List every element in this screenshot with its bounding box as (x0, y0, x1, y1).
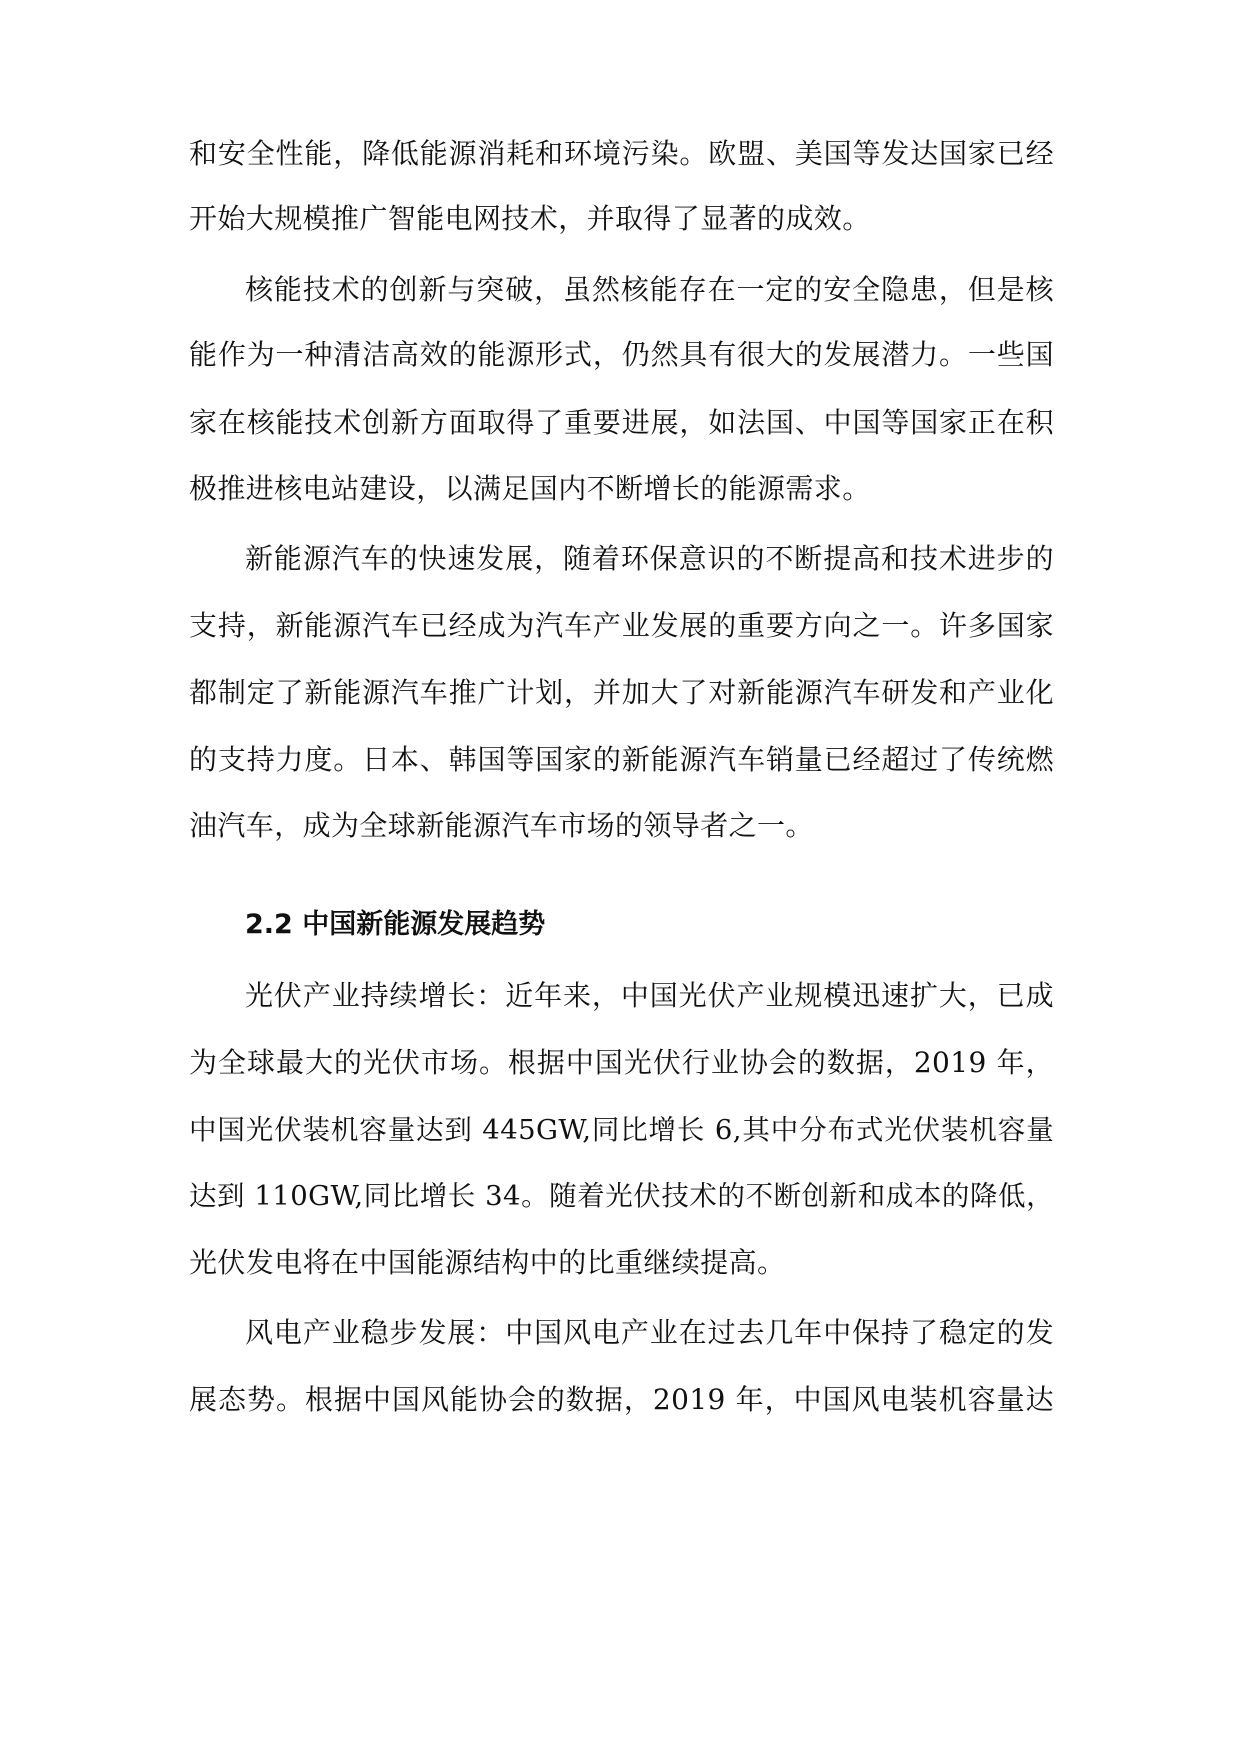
paragraph-line: 家在核能技术创新方面取得了重要进展，如法国、中国等国家正在积 (189, 406, 1054, 439)
paragraph-line: 展态势。根据中国风能协会的数据，2019 年，中国风电装机容量达 (189, 1383, 1054, 1416)
paragraph-line: 开始大规模推广智能电网技术，并取得了显著的成效。 (189, 202, 871, 235)
section-heading: 2.2 中国新能源发展趋势 (245, 909, 546, 940)
paragraph-line: 新能源汽车的快速发展，随着环保意识的不断提高和技术进步的 (245, 542, 1054, 575)
paragraph-line: 油汽车，成为全球新能源汽车市场的领导者之一。 (189, 809, 814, 842)
paragraph-line: 风电产业稳步发展：中国风电产业在过去几年中保持了稳定的发 (245, 1316, 1054, 1349)
paragraph-line: 核能技术的创新与突破，虽然核能存在一定的安全隐患，但是核 (245, 273, 1054, 306)
paragraph-line: 极推进核电站建设，以满足国内不断增长的能源需求。 (189, 472, 871, 505)
paragraph-line: 能作为一种清洁高效的能源形式，仍然具有很大的发展潜力。一些国 (189, 338, 1054, 371)
paragraph-line: 支持，新能源汽车已经成为汽车产业发展的重要方向之一。许多国家 (189, 609, 1054, 642)
paragraph-line: 都制定了新能源汽车推广计划，并加大了对新能源汽车研发和产业化 (189, 676, 1054, 709)
paragraph-line: 光伏产业持续增长：近年来，中国光伏产业规模迅速扩大，已成 (245, 979, 1054, 1012)
paragraph-line: 和安全性能，降低能源消耗和环境污染。欧盟、美国等发达国家已经 (189, 137, 1054, 170)
paragraph-line: 的支持力度。日本、韩国等国家的新能源汽车销量已经超过了传统燃 (189, 743, 1054, 776)
paragraph-line: 达到 110GW,同比增长 34。随着光伏技术的不断创新和成本的降低， (189, 1180, 1054, 1212)
paragraph-line: 光伏发电将在中国能源结构中的比重继续提高。 (189, 1246, 786, 1279)
paragraph-line: 中国光伏装机容量达到 445GW,同比增长 6,其中分布式光伏装机容量 (189, 1114, 1054, 1146)
paragraph-line: 为全球最大的光伏市场。根据中国光伏行业协会的数据，2019 年， (189, 1046, 1054, 1079)
